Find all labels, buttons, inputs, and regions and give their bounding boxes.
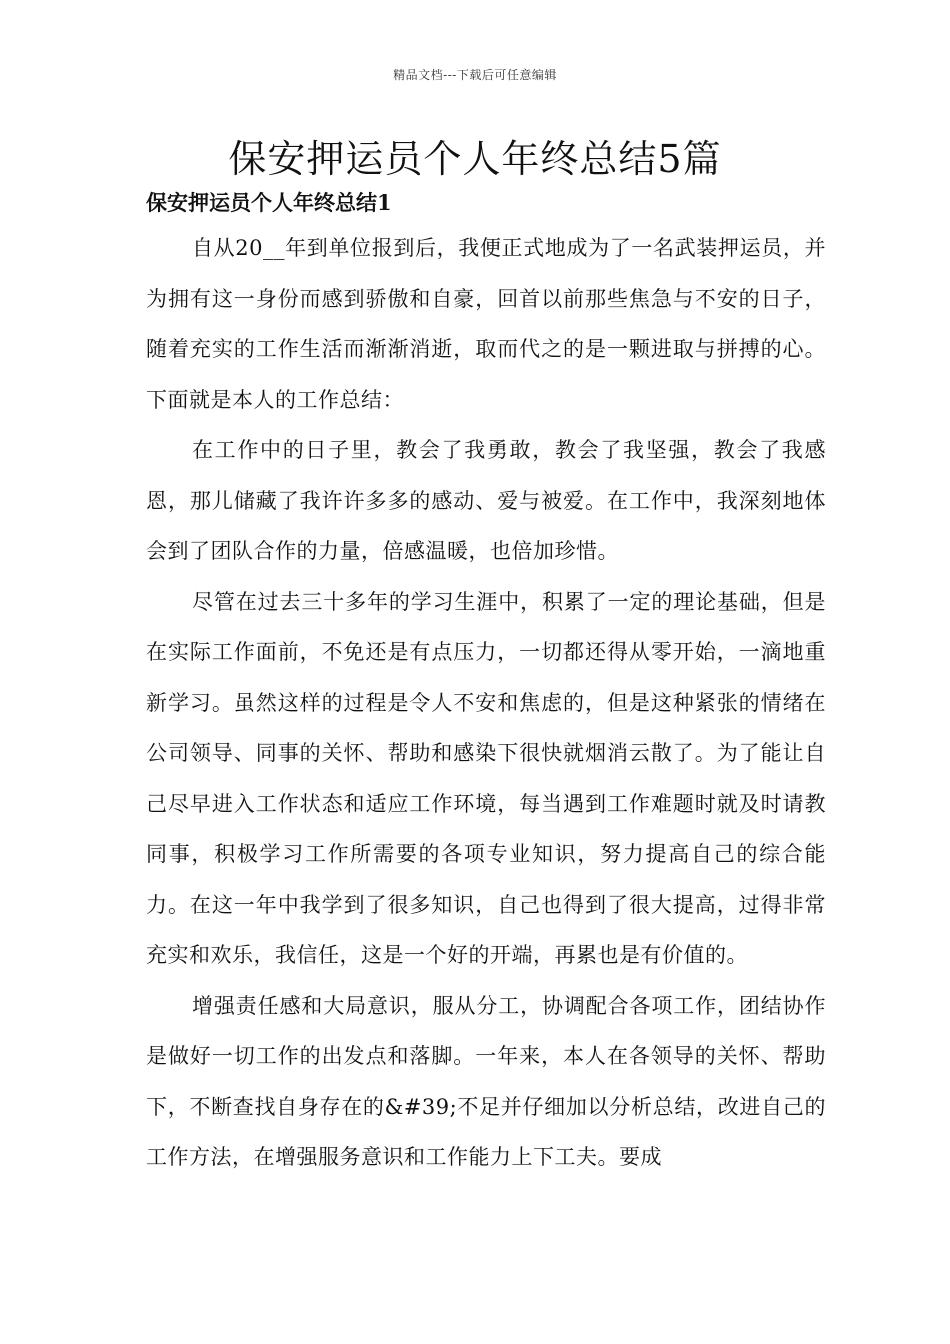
paragraph-4: 增强责任感和大局意识，服从分工，协调配合各项工作，团结协作是做好一切工作的出发点和落脚。一年来，本人在各领导的关怀、帮助下，不断查找自身存在的&#39;不足并仔细加以分析总结，改进自己的工作方法，在增强服务意识和工作能力上下工夫。要成	[146, 993, 826, 1169]
paragraph-1: 自从20__年到单位报到后，我便正式地成为了一名武装押运员，并为拥有这一身份而感到骄傲和自豪，回首以前那些焦急与不安的日子，随着充实的工作生活而渐渐消逝，取而代之的是一颗进取与拼搏的心。下面就是本人的工作总结：	[146, 236, 826, 412]
section-heading: 保安押运员个人年终总结1	[146, 190, 392, 215]
paragraph-2: 在工作中的日子里，教会了我勇敢，教会了我坚强，教会了我感恩，那儿储藏了我许许多多的感动、爱与被爱。在工作中，我深刻地体会到了团队合作的力量，倍感温暖，也倍加珍惜。	[146, 438, 826, 563]
page-header-watermark: 精品文档---下载后可任意编辑	[393, 68, 557, 82]
document-title: 保安押运员个人年终总结5篇	[228, 137, 722, 181]
paragraph-3: 尽管在过去三十多年的学习生涯中，积累了一定的理论基础，但是在实际工作面前，不免还是有点压力，一切都还得从零开始，一滴地重新学习。虽然这样的过程是令人不安和焦虑的，但是这种紧张的情绪在公司领导、同事的关怀、帮助和感染下很快就烟消云散了。为了能让自己尽早进入工作状态和适应工作环境，每当遇到工作难题时就及时请教同事，积极学习工作所需要的各项专业知识，努力提高自己的综合能力。在这一年中我学到了很多知识，自己也得到了很大提高，过得非常充实和欢乐，我信任，这是一个好的开端，再累也是有价值的。	[146, 589, 826, 967]
document-body	[146, 223, 826, 1183]
